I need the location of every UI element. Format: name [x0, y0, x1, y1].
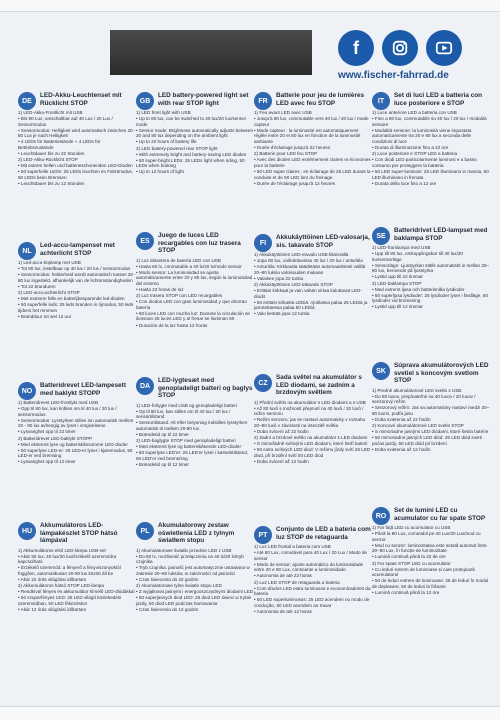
language-badge: IT: [372, 92, 390, 110]
body-line: • Až 80 luxů s možností přepnutí na 40 luxů / 20 luxů / režim senzoru: [254, 405, 364, 417]
body-line: • Akár 22 órás világítási időtartam: [18, 576, 87, 582]
body-line: 1) LED-forlygte med USB og genopladeligt batteri: [136, 402, 237, 408]
body-line: • Up to 80 lux, can be switched to 40 lux/20 lux/sensor mode: [136, 116, 247, 127]
body-line: • Režim senzoru: jas se nastaví automaticky v rozsahu 20–80 luxů v závislosti na intenzitě světla: [254, 417, 366, 428]
section-title: Led-accu-lampenset met achterlicht STOP: [40, 242, 115, 257]
body-line: • Czas świecenia do 22 godzin: [136, 576, 199, 582]
section-title: Batteridrevet LED-lampesett med baklykt STOPP: [40, 382, 126, 397]
section-body: [254, 110, 372, 186]
language-badge: CZ: [254, 374, 272, 392]
body-line: • Duración de la luz hasta 12 horas: [136, 322, 208, 328]
language-badge: NL: [18, 242, 36, 260]
body-line: • Brændetid op til 12 timer: [136, 461, 189, 467]
body-line: • S mimořádně svítivými LED diodami, které šetří baterii: [254, 441, 368, 447]
body-line: • Doba svietenia až 22 hodín: [372, 416, 431, 422]
section-fi: [254, 234, 372, 318]
body-line: 2) Akkumulátoros hátsó STOP LED-lámpa: [18, 583, 104, 589]
body-line: • Durée d'éclairage jusqu'à 22 heures: [254, 145, 331, 151]
body-line: • Z wyjątkowo jasnymi i energooszczędnymi diodami LED: [136, 589, 254, 595]
body-line: 2) Batterie pour LED feu STOP: [254, 151, 318, 157]
body-line: 1) Luz delantera de batería LED con USB: [136, 257, 221, 263]
section-title: LED-Akku-Leuchtenset mit Rücklicht STOP: [40, 92, 122, 107]
body-line: • Rendkívül fényes és akkumulátor kímélő LED-diódákkal: [18, 589, 135, 595]
section-body: [18, 260, 136, 319]
section-title: Akumulatorowy zestaw oświetlenia LED z tylnym światłem stopu: [158, 522, 235, 544]
body-line: • Modo sensor: La luminosidad se ajusta automáticamente entre 20 y 80 lux, según la luminosidad del entorno: [136, 269, 253, 286]
section-title: Akkukäyttöinen LED-valosarja, sis. takavalo STOP: [276, 234, 370, 249]
body-line: 1) LED front light with USB: [136, 110, 191, 115]
body-line: • Senzorový režim: Jas sa automaticky nastaví medzi 20–80 luxmi, podľa jasu: [372, 405, 490, 416]
body-line: 2) Batteridrevet LED-baklykt STOPP: [18, 435, 93, 441]
body-line: • Autonomia de até 12 horas: [254, 609, 312, 615]
body-line: • Erittäin kirkkaat ja vain vähän virtaa kuluttavat LED-diodit: [254, 288, 362, 299]
body-line: • Lystid upp till 22 timmar: [372, 274, 423, 280]
body-line: • Opp til 80 lux, kan kobles om til 40 lux / 20 lux / sensormodus: [18, 406, 117, 417]
language-badge: SK: [372, 362, 390, 380]
section-body: [18, 548, 136, 613]
section-title: Batteridrivet LED-lampset med baklampa STOP: [394, 227, 488, 242]
body-line: 2) Far spate STOP LED cu acumulator: [372, 560, 451, 566]
section-de: [18, 92, 136, 187]
body-line: 2) Luz trasera STOP con LED recargables: [136, 293, 223, 299]
section-body: [18, 110, 136, 187]
body-line: • 50 superhelle LEDs: 25 LEDs leuchten im Fahrtmodus, 50 LEDs beim Bremsen: [18, 169, 133, 181]
body-line: • Lysvarighet opp til 22 timer: [18, 429, 76, 435]
section-title: Juego de luces LED recargables con luz trasera STOP: [158, 232, 241, 254]
body-line: 1) Feu avant LED avec USB: [254, 110, 312, 115]
language-columns: [18, 92, 488, 702]
body-line: • 50 superjasnych diod LED: 25 diod LED świeci w trybie jazdy, 50 diod LED podczas hamowania: [136, 595, 252, 606]
body-line: • Sensormodus: Helligkeit wird automatisch zwischen 20 - 80 Lux je nach Helligkeit: [18, 127, 136, 139]
language-badge: GB: [136, 92, 154, 110]
body-line: • S mimoriadne jasnými LED diódami, ktoré šetria batérie: [372, 429, 489, 435]
body-line: • 50 superlyse LED'er: 25 LED'er lyser i kørselstilstand, 50 LED'er ved bremsning: [136, 450, 249, 461]
section-cz: [254, 374, 372, 465]
body-line: • With extremely bright and battery-saving LED diodes: [136, 151, 247, 157]
body-line: • Akár 80 lux; 40 lux/20 lux/érzékelő üzemmódra kapcsolható: [18, 553, 117, 565]
section-title: Súprava akumulátorových LED svetiel s koncovým svetlom STOP: [394, 362, 489, 384]
body-line: • 50 super-bright LEDs: 25 LEDs light when riding, 50 LEDs when braking: [136, 157, 245, 169]
body-line: 2) Luce posteriore e STOP LED a batteria: [372, 151, 458, 157]
body-line: • Op til 80 lux, kan stilles om til 40 lux / 20 lux / sensortilstand: [136, 408, 231, 420]
body-line: 2) LED-baglygte STOP med genopladeligt batteri: [136, 438, 236, 444]
section-body: [372, 388, 490, 453]
body-line: • Brændetid op til 22 timer: [136, 431, 189, 437]
section-body: [136, 548, 254, 613]
body-line: • Upp till 80 lux, omkopplingsbar till 40 lux/20 lux/sensorläge: [372, 251, 463, 262]
section-title: Batterie pour jeu de lumières LED avec feu STOP: [276, 92, 365, 107]
body-line: 1) LED-Akku-Frontlicht mit USB: [18, 110, 83, 115]
body-line: • Până la 80 Lux, comutabil pe 40 Lux/20 Lux/mod cu senzor: [372, 531, 481, 542]
section-body: [372, 245, 490, 310]
body-line: • 50 LED super-luminosi: 25 LED illuminano in marcia, 50 LED illuminano in frenata: [372, 168, 489, 180]
section-body: [372, 110, 490, 186]
body-line: 2) Zadní a brzdové světlo na akumulátor s LED diodami: [254, 435, 368, 441]
section-pl: [136, 522, 254, 613]
body-line: • Doba svícení až 12 hodin: [254, 458, 309, 464]
language-badge: FR: [254, 92, 272, 110]
body-line: • Durata di illuminazione fino a 22 ore: [372, 145, 449, 151]
language-badge: FI: [254, 234, 272, 252]
body-line: 1) Predné akumulátorové LED svetlo s USB: [372, 387, 462, 393]
section-body: [18, 400, 136, 465]
body-line: • Med extremt ljusa och batterisnåla lysdioder: [372, 286, 465, 292]
body-line: • 50 LED super claires : en éclairage de 25 LED durant la conduite et de 50 LED lors du freinage: [254, 168, 371, 180]
section-hu: [18, 522, 136, 613]
body-line: • Con diodos LED con gran luminosidad y que ahorran batería: [136, 299, 247, 310]
body-line: • Mode capteur : la luminosité est automatiquement réglée entre 20 et 80 lux en fonction de la luminosité ambiante: [254, 127, 361, 144]
body-line: • Anturitila: Kirkkautta säädetään automaattisesti välillä 20–80 luksia valoisuuden mukaan: [254, 264, 366, 275]
body-line: • Med ekstremt lyse og batteriskånsomme LED-dioder: [18, 441, 128, 447]
body-line: 1) Luce anteriore LED a batteria con USB: [372, 110, 457, 115]
section-it: [372, 92, 490, 187]
body-line: • 50 de leduri extrem de luminoase: 25 de leduri în modul de deplasare, 50 de leduri la frânare: [372, 578, 489, 589]
section-pt: [254, 526, 372, 615]
body-line: • Jusqu'à 80 lux, commutable vers 40 lux / 20 lux / mode capteur: [254, 116, 369, 127]
body-line: 2) LED-baklampa STOP: [372, 280, 422, 286]
body-line: • 50 superfelle leds: 25 leds branden in rijmodus, 50 leds tijdens het remmen: [18, 302, 134, 313]
body-line: • Leuchtdauer bis zu 12 Stunden: [18, 181, 85, 187]
body-line: • Jopa 80 lux, vaihdettavissa 40 lux / 20 lux / anturitila: [254, 258, 363, 264]
top-edge: [0, 0, 500, 12]
body-line: 2) LED-accu-achterlicht STOP: [18, 289, 80, 295]
body-line: • Met extreem felle en batterijbesparende led-dioden: [18, 296, 125, 302]
body-line: • Lumină continuă până la 22 de ore: [372, 554, 446, 560]
body-line: • Do 80 luxov, prepínateľné na 40 luxov / 20 luxov / senzorový režim: [372, 393, 476, 405]
body-line: 2) Akumulatorowe tylne światło stopu LED: [136, 583, 222, 589]
body-line: • Sensortilstand: Alt efter belysning indstilles lysstyrken automatisk til mellem 20-80 lux: [136, 420, 248, 431]
body-line: • 50 erittäin kirkasta LEDiä: Ajotilassa palaa 25 LEDiä ja jarrutettaessa palaa 50 LEDiä: [254, 299, 368, 311]
section-no: [18, 382, 136, 466]
body-line: • Mit extrem hellen und batterieschonenden LED-Dioden: [18, 163, 133, 169]
body-line: 2) LED battery-powered rear STOP light: [136, 145, 218, 151]
body-line: • Érzékelő üzemmód: a fényerő a fényviszonyoktól függően, automatikusan 20-80 lux között áll be: [18, 565, 121, 576]
body-line: • Fino a 80 lux, commutabile su 40 lux / 20 lux / modalità sensore: [372, 116, 487, 127]
body-line: • Durée de l'éclairage jusqu'à 12 heures: [254, 180, 335, 186]
section-nl: [18, 242, 136, 320]
language-badge: HU: [18, 522, 36, 540]
body-line: • Lysvarighet opp til 12 timer: [18, 459, 76, 465]
body-line: • Tryb czujnika: jasność jest automatycznie ustawiana w zakresie 20–80 luksów, w zależności od jasności: [136, 565, 250, 576]
section-body: [254, 544, 372, 615]
body-line: • Valaisee jopa 22 tuntia: [254, 275, 304, 281]
body-line: • Cu leduri extrem de luminoase și care protejează acumulatorul: [372, 566, 475, 578]
body-line: 2) Luz LED STOP de retaguarda a bateria: [254, 579, 340, 585]
section-title: LED battery-powered light set with rear STOP light: [158, 92, 249, 107]
language-badge: PL: [136, 522, 154, 540]
language-badge: ES: [136, 232, 154, 250]
section-body: [136, 258, 254, 329]
language-badge: DA: [136, 377, 154, 395]
body-line: 1) Led-accu-koplamp met USB: [18, 260, 81, 265]
body-line: • Doba svícení až 22 hodin: [254, 428, 309, 434]
body-line: • Autonomia de até 22 horas: [254, 573, 312, 579]
language-badge: RO: [372, 507, 390, 525]
language-badge: NO: [18, 382, 36, 400]
body-line: 1) Batteridrevet LED-frontlykt med USB: [18, 400, 99, 405]
section-se: [372, 227, 490, 311]
body-line: • Hasta 80 lx, conmutable a 40 lx/20 lx/modo sensor: [136, 263, 242, 269]
product-image-placeholder: [110, 30, 312, 75]
section-title: Set de lumini LED cu acumulator cu far spate STOP: [394, 507, 486, 522]
body-line: 1) Luz LED frontal a bateria com USB: [254, 544, 331, 549]
section-title: Set di luci LED a batteria con luce posteriore e STOP: [394, 92, 483, 107]
section-body: [254, 400, 372, 465]
body-line: • Sensormodus: helderheid wordt automatisch tussen 20 - 80 lux ingesteld, afhankelijk van de lichtomstandigheden: [18, 272, 136, 283]
body-line: • Avec des diodes LED extrêmement claires et économes pour la batterie: [254, 157, 371, 168]
body-line: • Com díodos LED extra luminosos e economizadores da bateria: [254, 585, 371, 597]
body-line: • Mod cu senzor: luminozitatea este setată automat între 20–80 Lux, în funcție de luminozitate: [372, 542, 487, 554]
body-line: • Con diodi LED particolarmente luminosi e a basso consumo per proteggere la batteria: [372, 157, 477, 168]
section-title: LED-lygtesæt med genopladeligt batteri og baglys STOP: [158, 377, 253, 399]
body-line: • Hasta 22 horas de luz: [136, 286, 184, 292]
body-line: • Sensorläge: Ljusstyrkan ställs automatiskt in mellan 20–80 lux, beroende på ljusstyrka: [372, 262, 490, 274]
body-line: • Brandduur tot wel 12 uur: [18, 313, 72, 319]
body-line: • 50 superlyse LED-er: 25 LED-er lyser i kjøremodus, 50 LED-er ved bremsing: [18, 447, 133, 459]
section-body: [136, 403, 254, 468]
body-line: 1) LED-framlampa med USB: [372, 245, 431, 250]
website-url[interactable]: www.fischer-fahrrad.de: [338, 70, 449, 81]
body-line: • Sensor mode: Brightness automatically adjusts between 20 and 80 lux depending on the ambient light: [136, 127, 254, 139]
body-line: • Med ekstremt lyse og batteriskånende LED-dioder: [136, 444, 242, 450]
body-line: • Bis 80 Lux, umschaltbar auf 40 Lux / 20 Lux / Sensormodus: [18, 116, 113, 127]
body-line: • Sensormodus: Lysstyrken stilles inn automatisk mellom 20 - 80 lux avhengig av lyset i omgivelsene: [18, 417, 134, 429]
section-title: Sada světel na akumulátor s LED diodami, se zadním a brzdovým světlem: [276, 374, 362, 396]
body-line: • 50 superljusa lysdioder: 25 lysdioder lyser i färdläge, 50 lysdioder vid bromsning: [372, 292, 489, 304]
section-body: [372, 525, 490, 596]
section-ro: [372, 507, 490, 596]
body-line: • 50 luces LED con mucha luz: Durante la circulación se iluminan 25 luces LED y al frenar se iluminan 50: [136, 310, 250, 322]
section-da: [136, 377, 254, 468]
language-badge: SE: [372, 227, 390, 245]
section-title: Akkumulátoros LED-lámpakészlet STOP hátsó lámpával: [40, 522, 118, 544]
section-gb: [136, 92, 254, 176]
section-fr: [254, 92, 372, 187]
body-line: • Modalità sensore: la luminosità viene impostata automaticamente tra 20 e 80 lux a seconda delle condizioni di luce: [372, 127, 472, 144]
body-line: 2) Koncové akumulátorové LED svetlo STOP: [372, 423, 464, 429]
body-line: • Czas świecenia do 12 godzin: [136, 606, 199, 612]
body-line: 1) Far față LED cu acumulator cu USB: [372, 525, 451, 530]
section-body: [136, 110, 254, 175]
body-line: 2) Akkukäyttöinen LED-takavalo STOP: [254, 281, 333, 287]
body-line: 1) Akkukäyttöinen LED-etuvalo USB-liitännällä: [254, 252, 349, 257]
body-line: • Do 80 lx, możliwość przełączenia na 40 lx/20 lx/tryb czujnika: [136, 553, 244, 565]
section-es: [136, 232, 254, 329]
body-line: • Tot 80 lux, instelbaar op 40 lux / 20 lux / sensormodus: [18, 266, 131, 272]
body-line: 2) LED-Akku-Rücklicht STOP: [18, 157, 78, 163]
body-line: • Valo kestää jopa 12 tuntia: [254, 311, 310, 317]
body-line: • 50 extra svítivých LED diod: V režimu jízdy svítí 25 LED diod, při brzdění svítí 50 LED diod: [254, 447, 371, 458]
body-line: • 4 LEDs für Batteriestände + 4 LEDs für Betriebszustände: [18, 139, 101, 151]
body-line: 1) Akumulatorowe światło przednie LED z USB: [136, 547, 232, 553]
body-line: • Doba svietenia až 12 hodín: [372, 446, 431, 452]
body-line: • Leuchtdauer bis zu 22 Stunden: [18, 151, 85, 157]
body-line: • Durata della luce fino a 12 ore: [372, 180, 437, 186]
body-line: • 50 mimoriadne jasných LED diód: 25 LED diód svieti počas jazdy, 50 LED diód pri brzdení: [372, 435, 482, 446]
body-line: • Up to 22 hours of battery life: [136, 139, 197, 145]
section-body: [254, 252, 372, 317]
bottom-edge: [0, 706, 500, 720]
body-line: • 50 LED superluminosos: 25 LED acendem no modo de condução, 50 LED acendem ao travar: [254, 597, 370, 608]
language-badge: DE: [18, 92, 36, 110]
body-line: 1) Přední světlo na akumulátor s LED diodami a s USB: [254, 399, 366, 405]
body-line: • Lystid upp till 12 timmar: [372, 304, 423, 310]
body-line: 1) Akkumulátoros első LED-lámpa USB-vel: [18, 547, 106, 553]
section-title: Conjunto de LED a bateria com luz STOP de retaguarda: [276, 526, 371, 541]
language-badge: PT: [254, 526, 272, 544]
section-sk: [372, 362, 490, 453]
body-line: • Até 80 Lux, comutável para 40 Lux / 20 Lux / Modo de sensor: [254, 550, 367, 561]
facebook-icon: f: [338, 30, 374, 66]
body-line: • Up to 12 hours of light: [136, 169, 184, 175]
body-line: • Akár 12 órás világítási időtartam: [18, 606, 87, 612]
body-line: • Tot 22 branduren: [18, 283, 56, 289]
body-line: • Lumină continuă până la 12 ore: [372, 590, 440, 596]
body-line: • Modo de sensor: ajuste automático da luminosidade entre 20 e 80 Lux, consoante a luminosidade: [254, 561, 364, 573]
body-line: • 50 szuperfényes LED: 25 LED világít közlekedési üzemmódban, 50 LED fékezéskor: [18, 595, 122, 606]
youtube-icon: [426, 30, 462, 66]
instagram-icon: [382, 30, 418, 66]
